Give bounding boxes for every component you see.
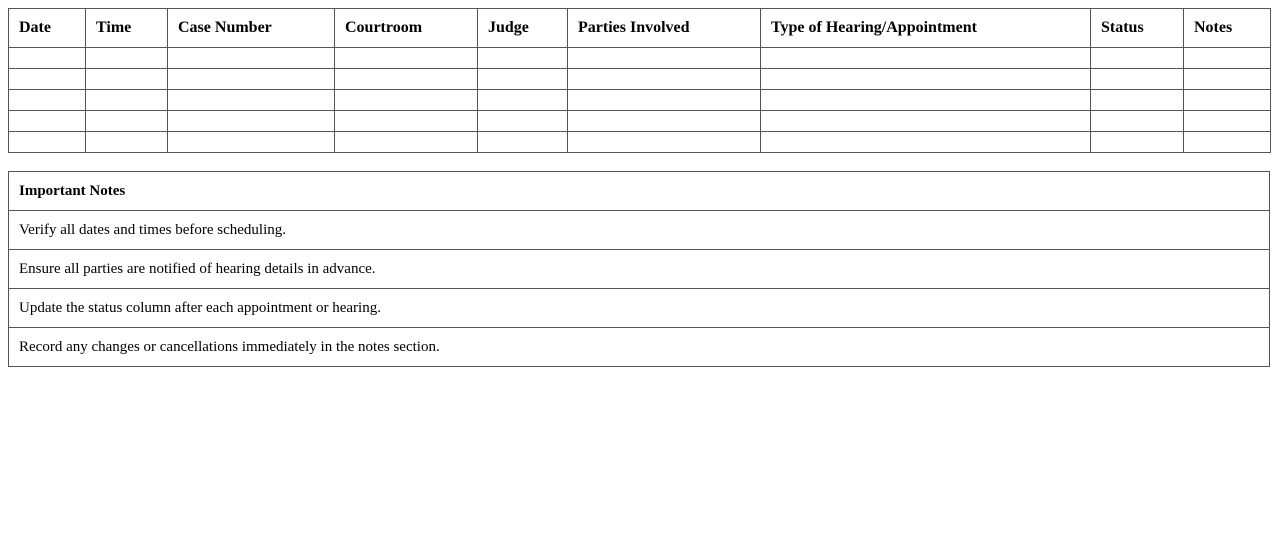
- cell-status[interactable]: [1091, 90, 1184, 111]
- table-row: [9, 132, 1271, 153]
- cell-time[interactable]: [86, 69, 168, 90]
- cell-notes[interactable]: [1184, 69, 1271, 90]
- cell-date[interactable]: [9, 69, 86, 90]
- cell-type-of-hearing[interactable]: [761, 48, 1091, 69]
- header-parties-involved: Parties Involved: [568, 9, 761, 48]
- important-notes-title: Important Notes: [9, 172, 1270, 211]
- header-status: Status: [1091, 9, 1184, 48]
- court-schedule-table: [8, 8, 1271, 153]
- cell-type-of-hearing[interactable]: [761, 69, 1091, 90]
- cell-judge[interactable]: [478, 48, 568, 69]
- cell-judge[interactable]: [478, 132, 568, 153]
- cell-notes[interactable]: [1184, 132, 1271, 153]
- cell-date[interactable]: [9, 90, 86, 111]
- cell-courtroom[interactable]: [335, 111, 478, 132]
- cell-time[interactable]: [86, 111, 168, 132]
- cell-courtroom[interactable]: [335, 69, 478, 90]
- list-item: [9, 289, 1270, 328]
- note-item: Update the status column after each appointment or hearing.: [9, 289, 1270, 328]
- cell-case-number[interactable]: [168, 69, 335, 90]
- cell-parties-involved[interactable]: [568, 69, 761, 90]
- cell-time[interactable]: [86, 90, 168, 111]
- cell-case-number[interactable]: [168, 111, 335, 132]
- cell-judge[interactable]: [478, 90, 568, 111]
- cell-status[interactable]: [1091, 132, 1184, 153]
- list-item: [9, 328, 1270, 367]
- table-row: [9, 69, 1271, 90]
- header-courtroom: Courtroom: [335, 9, 478, 48]
- list-item: [9, 211, 1270, 250]
- list-item: [9, 250, 1270, 289]
- cell-type-of-hearing[interactable]: [761, 111, 1091, 132]
- cell-notes[interactable]: [1184, 90, 1271, 111]
- cell-parties-involved[interactable]: [568, 48, 761, 69]
- cell-case-number[interactable]: [168, 132, 335, 153]
- cell-parties-involved[interactable]: [568, 90, 761, 111]
- cell-type-of-hearing[interactable]: [761, 90, 1091, 111]
- cell-case-number[interactable]: [168, 90, 335, 111]
- important-notes-table: [8, 171, 1270, 367]
- cell-type-of-hearing[interactable]: [761, 132, 1091, 153]
- table-row: [9, 48, 1271, 69]
- cell-time[interactable]: [86, 48, 168, 69]
- cell-status[interactable]: [1091, 111, 1184, 132]
- cell-judge[interactable]: [478, 69, 568, 90]
- cell-courtroom[interactable]: [335, 90, 478, 111]
- cell-date[interactable]: [9, 111, 86, 132]
- note-item: Record any changes or cancellations immediately in the notes section.: [9, 328, 1270, 367]
- cell-case-number[interactable]: [168, 48, 335, 69]
- header-time: Time: [86, 9, 168, 48]
- header-judge: Judge: [478, 9, 568, 48]
- header-row: [9, 9, 1271, 48]
- table-row: [9, 111, 1271, 132]
- cell-courtroom[interactable]: [335, 132, 478, 153]
- header-date: Date: [9, 9, 86, 48]
- cell-courtroom[interactable]: [335, 48, 478, 69]
- header-type-of-hearing: Type of Hearing/Appointment: [761, 9, 1091, 48]
- notes-header-row: [9, 172, 1270, 211]
- cell-status[interactable]: [1091, 48, 1184, 69]
- cell-notes[interactable]: [1184, 48, 1271, 69]
- header-notes: Notes: [1184, 9, 1271, 48]
- table-row: [9, 90, 1271, 111]
- cell-notes[interactable]: [1184, 111, 1271, 132]
- cell-parties-involved[interactable]: [568, 111, 761, 132]
- note-item: Ensure all parties are notified of hearing details in advance.: [9, 250, 1270, 289]
- cell-time[interactable]: [86, 132, 168, 153]
- cell-status[interactable]: [1091, 69, 1184, 90]
- cell-parties-involved[interactable]: [568, 132, 761, 153]
- note-item: Verify all dates and times before scheduling.: [9, 211, 1270, 250]
- header-case-number: Case Number: [168, 9, 335, 48]
- cell-date[interactable]: [9, 132, 86, 153]
- cell-judge[interactable]: [478, 111, 568, 132]
- cell-date[interactable]: [9, 48, 86, 69]
